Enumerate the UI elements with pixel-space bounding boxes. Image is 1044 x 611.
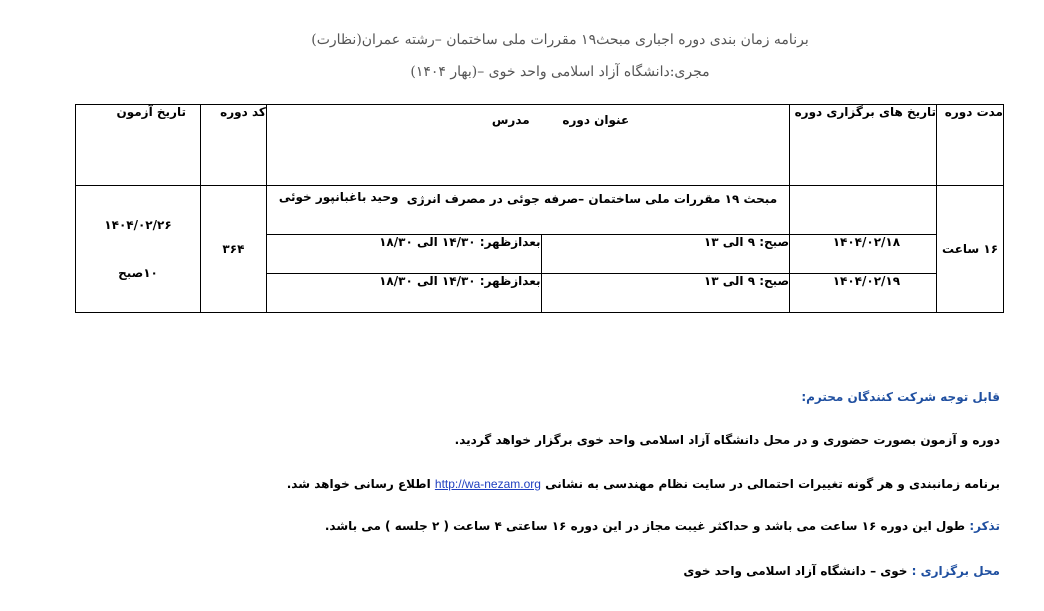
table-row (76, 186, 1004, 235)
exam-date: ۱۴۰۴/۰۲/۲۶ (104, 218, 172, 232)
header-dates: تاریخ های برگزاری دوره (790, 105, 937, 186)
header-instructor: مدرس (491, 113, 530, 127)
session-1-morning: صبح: ۹ الی ۱۳ (541, 235, 790, 274)
exam-time: ۱۰صبح (118, 266, 158, 280)
nezam-website-link[interactable]: http://wa-nezam.org (434, 477, 541, 491)
session-2-afternoon: بعدازظهر: ۱۴/۳۰ الی ۱۸/۳۰ (266, 274, 541, 313)
attention-heading: قابل توجه شرکت کنندگان محترم: (801, 390, 1000, 404)
page-subtitle: مجری:دانشگاه آزاد اسلامی واحد خوی –(بهار ۱۴۰۴) (410, 64, 710, 80)
note-line-2 (240, 477, 1000, 491)
header-duration: مدت دوره (937, 105, 1004, 186)
cell-duration: ۱۶ ساعت (937, 186, 1004, 313)
cell-dates-blank (790, 186, 937, 235)
note-line-1: دوره و آزمون بصورت حضوری و در محل دانشگاه آزاد اسلامی واحد خوی برگزار خواهد گردید. (454, 433, 1000, 447)
reminder-text: طول این دوره ۱۶ ساعت می باشد و حداکثر غیبت مجاز در این دوره ۱۶ ساعتی ۴ ساعت ( ۲ جلسه ) می باشد. (324, 519, 966, 533)
venue-text: خوی – دانشگاه آزاد اسلامی واحد خوی (683, 564, 908, 578)
header-exam-date: تاریخ آزمون (76, 105, 201, 186)
table-header-row (76, 105, 1004, 186)
venue-note (240, 564, 1000, 578)
course-title: مبحث ۱۹ مقررات ملی ساختمان –صرفه جوئی در مصرف انرژی (406, 192, 778, 206)
page-title: برنامه زمان بندی دوره اجباری مبحث۱۹ مقررات ملی ساختمان –رشته عمران(نظارت) (311, 32, 809, 48)
session-2-date: ۱۴۰۴/۰۲/۱۹ (790, 274, 937, 313)
header-course-code: کد دوره (200, 105, 266, 186)
note-line-2-after: اطلاع رسانی خواهد شد. (286, 477, 431, 491)
instructor-name: وحید باغبانپور خوئی (278, 190, 399, 204)
note-line-2-before: برنامه زمانبندی و هر گونه تغییرات احتمالی در سایت نظام مهندسی به نشانی (545, 477, 1000, 491)
session-1-date: ۱۴۰۴/۰۲/۱۸ (790, 235, 937, 274)
session-2-morning: صبح: ۹ الی ۱۳ (541, 274, 790, 313)
venue-label: محل برگزاری : (911, 564, 1000, 578)
session-1-afternoon: بعدازظهر: ۱۴/۳۰ الی ۱۸/۳۰ (266, 235, 541, 274)
cell-course-code: ۳۶۴ (200, 186, 266, 313)
reminder-label: تذکر: (969, 519, 1000, 533)
header-title-instructor (266, 105, 789, 186)
cell-course-title (266, 186, 789, 235)
reminder-note (240, 519, 1000, 533)
schedule-table (75, 104, 1004, 313)
header-course-title: عنوان دوره (562, 113, 630, 127)
cell-exam (76, 186, 201, 313)
